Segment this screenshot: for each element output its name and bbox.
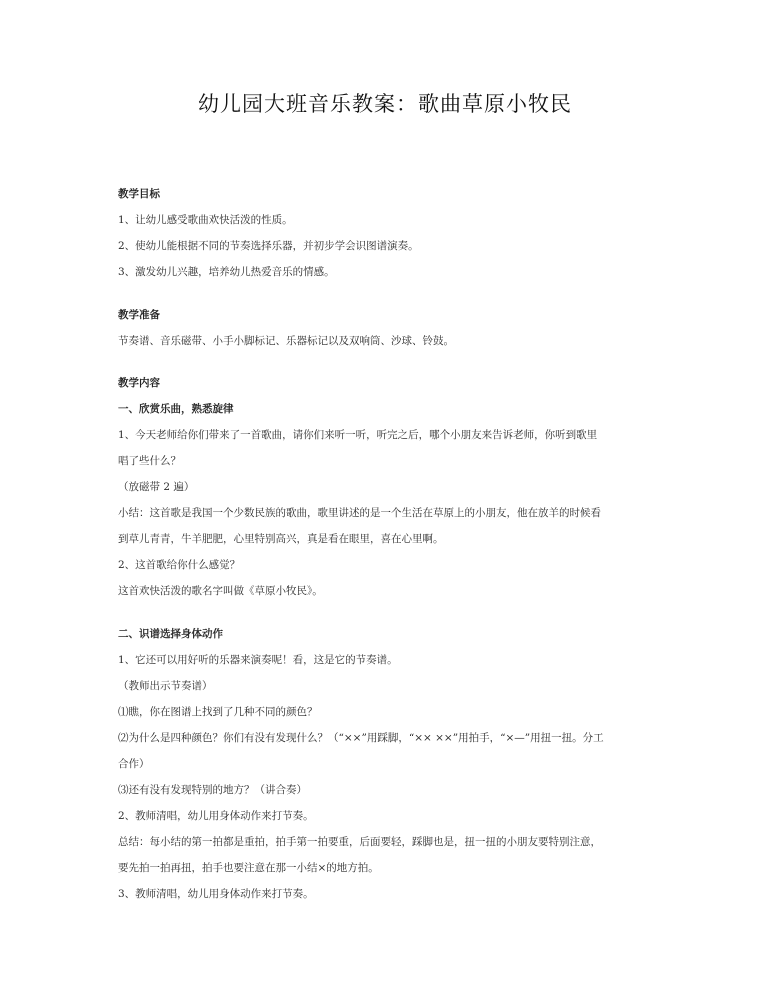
paragraph-line: 3、教师清唱，幼儿用身体动作来打节奏。 (118, 888, 314, 900)
paragraph-line: 合作） (118, 758, 150, 770)
paragraph-line: ⑴瞧，你在图谱上找到了几种不同的颜色？ (118, 706, 318, 718)
section-heading-goals: 教学目标 (118, 188, 160, 200)
goal-item-1: 1、让幼儿感受歌曲欢快活泼的性质。 (118, 214, 293, 226)
subsection-heading-1: 一、欣赏乐曲，熟悉旋律 (118, 403, 234, 415)
paragraph-line: 1、今天老师给你们带来了一首歌曲，请你们来听一听，听完之后，哪个小朋友来告诉老师，你听到歌里 (118, 429, 598, 441)
section-heading-preparation: 教学准备 (118, 309, 160, 321)
paragraph-line: 到草儿青青，牛羊肥肥，心里特别高兴，真是看在眼里，喜在心里啊。 (118, 533, 444, 545)
paragraph-line: 唱了些什么？ (118, 455, 181, 467)
document-title: 幼儿园大班音乐教案：歌曲草原小牧民 (198, 92, 572, 116)
paragraph-line: 2、这首歌给你什么感觉？ (118, 559, 241, 571)
paragraph-line: 小结：这首歌是我国一个少数民族的歌曲，歌里讲述的是一个生活在草原上的小朋友，他在放羊的时候看 (118, 507, 601, 519)
goal-item-3: 3、激发幼儿兴趣，培养幼儿热爱音乐的情感。 (118, 266, 335, 278)
goal-item-2: 2、使幼儿能根据不同的节奏选择乐器，并初步学会识图谱演奏。 (118, 240, 419, 252)
section-heading-content: 教学内容 (118, 377, 160, 389)
paragraph-line: 1、它还可以用好听的乐器来演奏呢！看，这是它的节奏谱。 (118, 654, 398, 666)
preparation-text: 节奏谱、音乐磁带、小手小脚标记、乐器标记以及双响筒、沙球、铃鼓。 (118, 335, 454, 347)
paragraph-line: 2、教师清唱，幼儿用身体动作来打节奏。 (118, 810, 314, 822)
paragraph-line: （教师出示节奏谱） (118, 680, 213, 692)
paragraph-line: （放磁带 2 遍） (118, 481, 195, 493)
paragraph-line: 这首欢快活泼的歌名字叫做《草原小牧民》。 (118, 585, 323, 597)
paragraph-line: ⑶还有没有发现特别的地方？（讲合奏） (118, 784, 307, 796)
subsection-heading-2: 二、识谱选择身体动作 (118, 628, 223, 640)
paragraph-line: ⑵为什么是四种颜色？你们有没有发现什么？（“××”用踩脚，“×× ××”用拍手，“×—”用扭一扭。分工 (118, 732, 604, 744)
paragraph-line: 总结：每小结的第一拍都是重拍，拍手第一拍要重，后面要轻，踩脚也是，扭一扭的小朋友要特别注意， (118, 836, 601, 848)
paragraph-line: 要先拍一拍再扭，拍手也要注意在那一小结×的地方拍。 (118, 862, 379, 874)
